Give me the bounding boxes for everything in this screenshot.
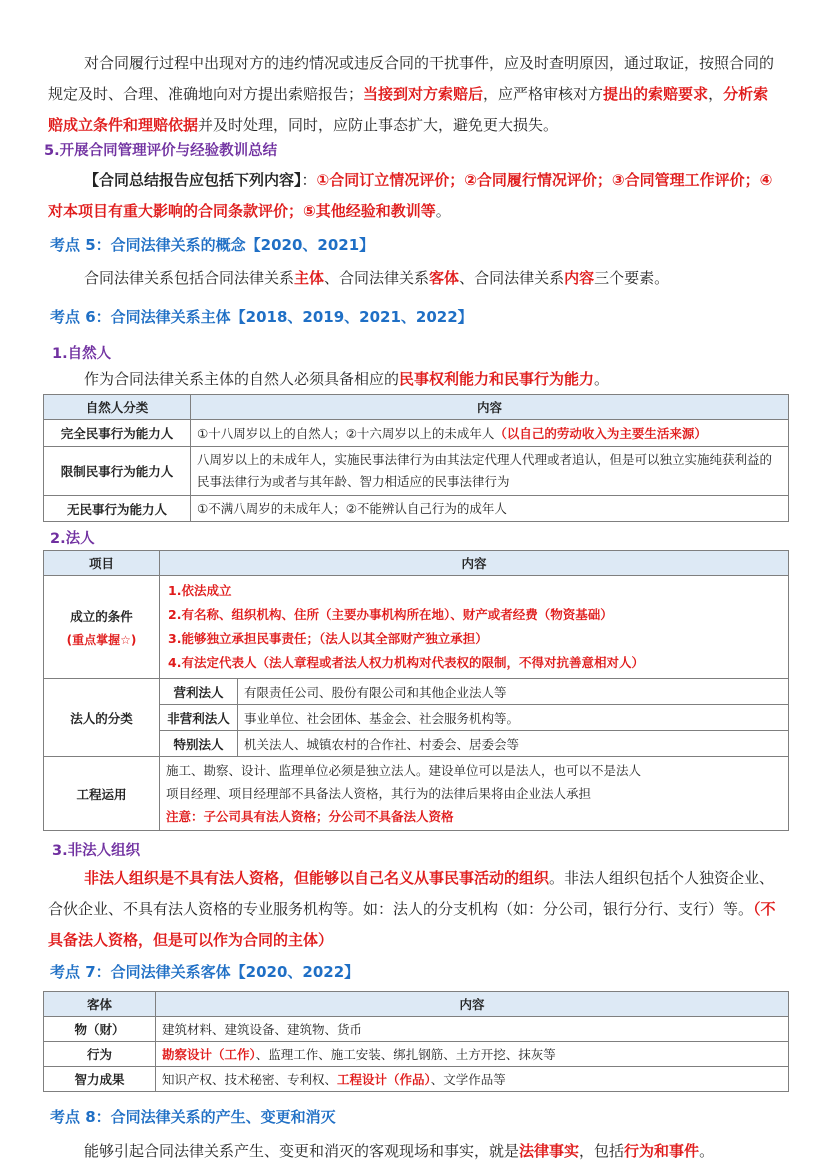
object-table	[43, 991, 789, 1092]
row-label: 行为	[44, 1042, 156, 1067]
non-legal-org-paragraph: 非法人组织是不具有法人资格，但能够以自己名义从事民事活动的组织。非法人组织包括个人独资企业、合伙企业、不具有法人资格的专业服务机构等。如：法人的分支机构（如：分公司，银行分行、支行）等。（不具备法人资格，但是可以作为合同的主体）	[48, 869, 776, 949]
table-row	[44, 679, 789, 705]
row-content: 建筑材料、建筑设备、建筑物、货币	[156, 1017, 789, 1042]
row-content: 施工、勘察、设计、监理单位必须是独立法人。建设单位可以是法人，也可以不是法人 项目经理、项目经理部不具备法人资格，其行为的法律后果将由企业法人承担 注意：子公司具有法人资格；分公司不具备法人资格	[160, 757, 789, 831]
row-label: 法人的分类	[44, 679, 160, 757]
legal-fact-paragraph: 能够引起合同法律关系产生、变更和消灭的客观现场和事实，就是法律事实，包括行为和事件。	[84, 1142, 715, 1160]
row-label: 完全民事行为能力人	[44, 420, 191, 447]
sub-label: 非营利法人	[160, 705, 238, 731]
table-header-row	[44, 992, 789, 1017]
report-paragraph: 【合同总结报告应包括下列内容】：①合同订立情况评价；②合同履行情况评价；③合同管理工作评价；④对本项目有重大影响的合同条款评价；⑤其他经验和教训等。	[48, 171, 773, 220]
header-cell: 客体	[44, 992, 156, 1017]
row-label: 限制民事行为能力人	[44, 447, 191, 496]
sub-label: 营利法人	[160, 679, 238, 705]
row-label: 无民事行为能力人	[44, 496, 191, 522]
row-content: 勘察设计（工作）、监理工作、施工安装、绑扎钢筋、土方开挖、抹灰等	[156, 1042, 789, 1067]
header-cell: 项目	[44, 551, 160, 576]
section-heading-5: 5.开展合同管理评价与经验教训总结	[44, 143, 278, 159]
row-content: 事业单位、社会团体、基金会、社会服务机构等。	[238, 705, 789, 731]
table-row	[44, 576, 789, 679]
row-label: 成立的条件 (重点掌握☆)	[44, 576, 160, 679]
row-label: 工程运用	[44, 757, 160, 831]
row-content: 有限责任公司、股份有限公司和其他企业法人等	[238, 679, 789, 705]
row-content: ①不满八周岁的未成年人；②不能辨认自己行为的成年人	[191, 496, 789, 522]
header-cell: 自然人分类	[44, 395, 191, 420]
row-content: 机关法人、城镇农村的合作社、村委会、居委会等	[238, 731, 789, 757]
row-content: 知识产权、技术秘密、专利权、工程设计（作品）、文学作品等	[156, 1067, 789, 1092]
table-row	[44, 1017, 789, 1042]
row-content: 八周岁以上的未成年人，实施民事法律行为由其法定代理人代理或者追认，但是可以独立实施纯获利益的民事法律行为或者与其年龄、智力相适应的民事法律行为	[191, 447, 789, 496]
exam-point-8-heading: 考点 8：合同法律关系的产生、变更和消灭	[50, 1108, 336, 1126]
concept-paragraph: 合同法律关系包括合同法律关系主体、合同法律关系客体、合同法律关系内容三个要素。	[84, 269, 670, 287]
table-row	[44, 1067, 789, 1092]
table-row	[44, 447, 789, 496]
natural-person-table	[43, 394, 789, 522]
header-cell: 内容	[156, 992, 789, 1017]
table-row	[44, 1042, 789, 1067]
header-cell: 内容	[191, 395, 789, 420]
non-legal-org-heading: 3.非法人组织	[52, 843, 141, 859]
exam-point-7-heading: 考点 7：合同法律关系客体【2020、2022】	[50, 963, 360, 981]
table-row	[44, 420, 789, 447]
table-header-row	[44, 395, 789, 420]
exam-point-5-heading: 考点 5：合同法律关系的概念【2020、2021】	[50, 236, 375, 254]
row-content: ①十八周岁以上的自然人；②十六周岁以上的未成年人（以自己的劳动收入为主要生活来源）	[191, 420, 789, 447]
natural-person-paragraph: 作为合同法律关系主体的自然人必须具备相应的民事权利能力和民事行为能力。	[84, 370, 610, 388]
table-header-row	[44, 551, 789, 576]
sub-label: 特别法人	[160, 731, 238, 757]
header-cell: 内容	[160, 551, 789, 576]
table-row	[44, 757, 789, 831]
row-label: 智力成果	[44, 1067, 156, 1092]
claim-paragraph: 对合同履行过程中出现对方的违约情况或违反合同的干扰事件，应及时查明原因，通过取证，按照合同的规定及时、合理、准确地向对方提出索赔报告；当接到对方索赔后，应严格审核对方提出的索赔要求，分析索赔成立条件和理赔依据并及时处理，同时，应防止事态扩大，避免更大损失。	[48, 54, 775, 134]
table-row	[44, 496, 789, 522]
exam-point-6-heading: 考点 6：合同法律关系主体【2018、2019、2021、2022】	[50, 308, 473, 326]
legal-person-heading: 2.法人	[50, 531, 95, 547]
natural-person-heading: 1.自然人	[52, 346, 112, 362]
legal-person-table	[43, 550, 789, 831]
row-label: 物（财）	[44, 1017, 156, 1042]
row-content: 1.依法成立 2.有名称、组织机构、住所（主要办事机构所在地）、财产或者经费（物资基础） 3.能够独立承担民事责任；（法人以其全部财产独立承担） 4.有法定代表人（法人章程或者法人权力机构对代表权的限制，不得对抗善意相对人）	[160, 576, 789, 679]
